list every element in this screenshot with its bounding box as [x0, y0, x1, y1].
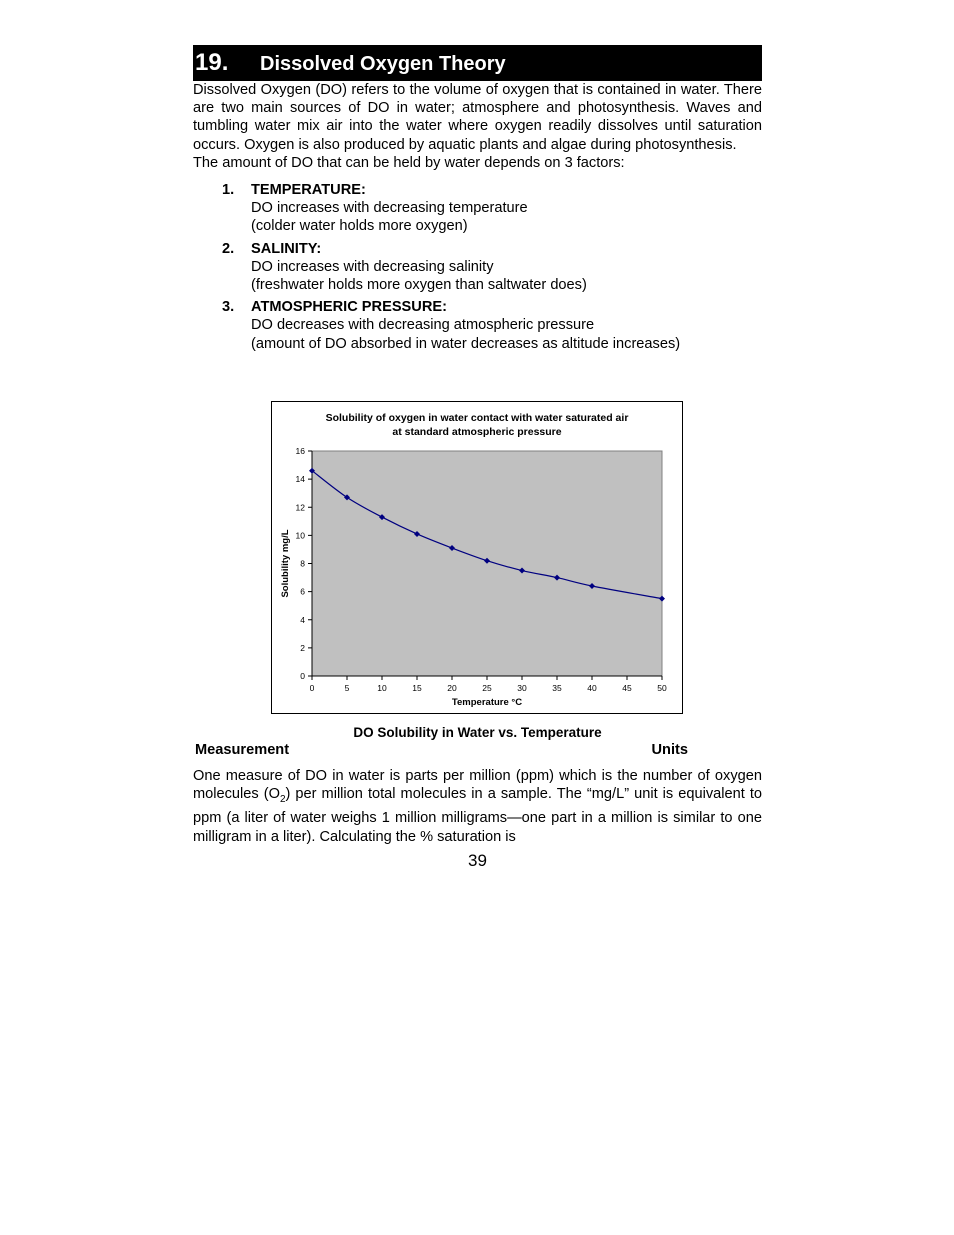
y-axis-title: Solubility mg/L [280, 529, 291, 598]
factor-line: (freshwater holds more oxygen than saltwater does) [251, 277, 587, 294]
chart-caption: DO Solubility in Water vs. Temperature [353, 725, 602, 740]
measure-subscript: 2 [279, 794, 286, 806]
y-tick-label: 14 [295, 474, 305, 485]
factor-name: ATMOSPHERIC PRESSURE: [251, 299, 447, 316]
page-number: 39 [468, 851, 487, 870]
x-tick-label: 20 [447, 683, 457, 693]
factor-item [193, 240, 762, 295]
factor-line: (amount of DO absorbed in water decreases as altitude increases) [251, 335, 681, 352]
chart-plot [272, 402, 684, 715]
measurement-paragraph [193, 767, 762, 846]
section-header [193, 45, 762, 81]
chart-subtitle-line: at standard atmospheric pressure [392, 426, 562, 438]
manual-page [193, 45, 762, 870]
y-tick-label: 6 [300, 586, 305, 597]
y-tick-label: 2 [300, 642, 305, 653]
units-heading: Units [651, 742, 688, 758]
x-tick-label: 5 [344, 683, 350, 693]
y-tick-label: 4 [300, 614, 305, 625]
factors-lead: The amount of DO that can be held by water depends on 3 factors: [193, 154, 625, 171]
x-tick-label: 45 [622, 683, 632, 693]
section-title: Dissolved Oxygen Theory [260, 53, 506, 75]
x-tick-label: 25 [482, 683, 492, 693]
factor-name: TEMPERATURE: [251, 182, 366, 199]
x-tick-label: 0 [309, 683, 315, 693]
factor-number: 1. [222, 182, 235, 199]
chart-title-line: Solubility of oxygen in water contact with water saturated air [325, 412, 629, 424]
solubility-chart [271, 401, 683, 714]
x-axis-title: Temperature °C [451, 697, 523, 708]
factor-item [193, 181, 762, 236]
y-tick-label: 8 [300, 558, 305, 569]
factor-number: 3. [222, 299, 235, 316]
factors-list [193, 181, 762, 353]
factor-line: DO increases with decreasing salinity [251, 258, 494, 275]
x-tick-label: 35 [552, 683, 562, 693]
factor-line: DO decreases with decreasing atmospheric pressure [251, 317, 595, 334]
x-tick-label: 15 [412, 683, 422, 693]
x-tick-label: 30 [517, 683, 527, 693]
y-tick-label: 12 [295, 502, 305, 513]
factor-number: 2. [222, 240, 235, 257]
x-tick-label: 50 [657, 683, 667, 693]
measure-text-start: One measure of DO in water is parts per million (ppm) which is the number of oxygen molecules (O [193, 768, 762, 803]
x-tick-label: 40 [587, 683, 597, 693]
factor-name: SALINITY: [251, 240, 322, 257]
x-tick-label: 10 [377, 683, 387, 693]
factor-line: (colder water holds more oxygen) [251, 218, 468, 235]
measurement-heading-row [195, 742, 688, 758]
y-tick-label: 0 [300, 671, 305, 681]
measure-text-end: ) per million total molecules in a sample. The “mg/L” unit is equivalent to ppm (a liter of water weighs 1 million milligrams—one part in a million is similar to one milligram in a liter). Calculating the % saturation is [193, 786, 762, 845]
y-tick-label: 16 [295, 446, 305, 456]
measurement-heading: Measurement [195, 742, 290, 758]
factor-line: DO increases with decreasing temperature [251, 200, 528, 217]
section-number: 19. [195, 49, 229, 76]
y-tick-label: 10 [295, 530, 305, 541]
intro-paragraph: Dissolved Oxygen (DO) refers to the volume of oxygen that is contained in water. There are two main sources of DO in water; atmosphere and photosynthesis. Waves and tumbling water mix air into the water where oxygen readily dissolves until saturation occurs. Oxygen is also produced by aquatic plants and algae during photosynthesis. [193, 82, 762, 153]
factor-item [193, 298, 762, 353]
